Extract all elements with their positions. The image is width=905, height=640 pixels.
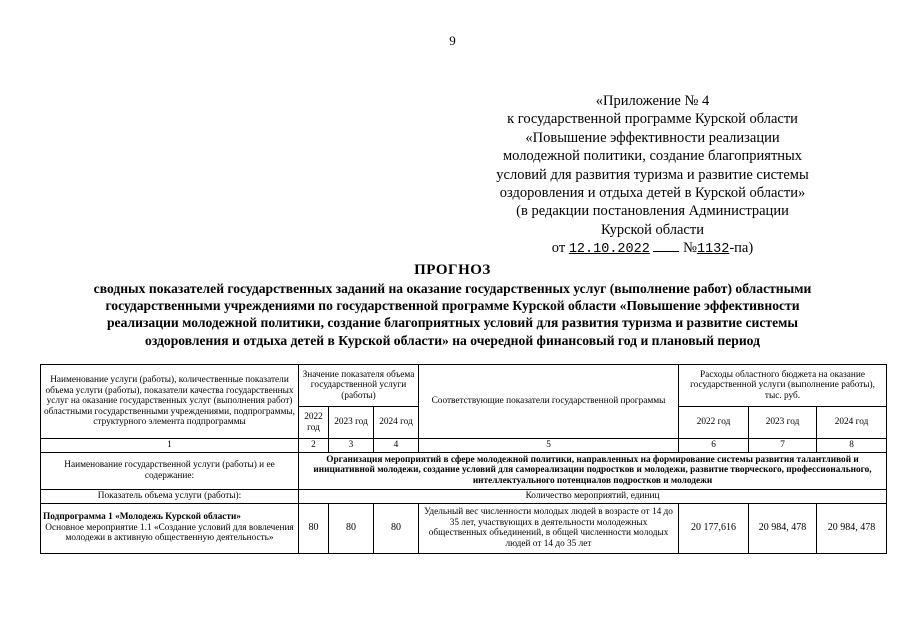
header-volume-group: Значение показателя объема государственной услуги (работы) [299,365,419,407]
appendix-line: молодежной политики, создание благоприятных [502,148,803,165]
column-number: 3 [329,439,374,453]
page-number: 9 [449,33,456,48]
subprogram-cell [41,503,299,553]
document-title: ПРОГНОЗ [414,262,491,278]
volume-content: Количество мероприятий, единиц [299,489,887,503]
program-indicator: Удельный вес численности молодых людей в возрасте от 14 до 35 лет, участвующих в деятельности молодежных общественных объединений, в общей численности молодых людей от 14 до 35 лет [419,503,679,553]
header-indicators: Соответствующие показатели государственной программы [419,365,679,439]
measure-title: Основное мероприятие 1.1 «Создание условий для вовлечения молодежи в активную общественную деятельность» [45,522,294,544]
service-label: Наименование государственной услуги (работы) и ее содержание: [41,452,299,489]
header-budget-2023: 2023 год [749,407,817,439]
decree-number: 1132 [696,242,730,258]
subtitle-line: оздоровления и отдыха детей в Курской области» на очередной финансовый год и плановый период [145,332,760,348]
column-number: 6 [679,439,749,453]
header-budget-group: Расходы областного бюджета на оказание государственной услуги (выполнение работы), тыс. руб. [679,365,887,407]
subtitle-line: реализации молодежной политики, создание благоприятных условий для развития туризма и развитие системы [107,315,798,331]
subprogram-title: Подпрограмма 1 «Молодежь Курской области» [43,512,241,523]
decree-date: 12.10.2022 [568,242,650,258]
appendix-line: (в редакции постановления Администрации [516,203,789,220]
column-number: 1 [41,439,299,453]
appendix-line: к государственной программе Курской области [507,111,798,128]
number-suffix: -па) [729,240,754,257]
date-prefix: от [551,240,566,257]
column-number: 7 [749,439,817,453]
budget-2023: 20 984, 478 [749,503,817,553]
volume-label: Показатель объема услуги (работы): [41,489,299,503]
header-budget-2022: 2022 год [679,407,749,439]
header-year-2022: 2022 год [299,407,329,439]
document-subtitle [50,280,855,349]
volume-2023: 80 [329,503,374,553]
decree-date-line [480,239,825,259]
appendix-line: условий для развития туризма и развитие системы [496,166,809,183]
subtitle-line: сводных показателей государственных заданий на оказание государственных услуг (выполнение работ) областными [93,281,812,296]
volume-2022: 80 [299,503,329,553]
header-budget-2024: 2024 год [817,407,887,439]
column-number: 5 [419,439,679,453]
header-year-2023: 2023 год [329,407,374,439]
date-underline [653,250,679,252]
appendix-line: Курской области [601,221,704,238]
budget-2024: 20 984, 478 [817,503,887,553]
appendix-line: «Повышение эффективности реализации [525,129,780,146]
volume-2024: 80 [374,503,419,553]
forecast-table [40,364,887,554]
appendix-line: «Приложение № 4 [595,93,710,109]
header-year-2024: 2024 год [374,407,419,439]
appendix-block [480,92,825,260]
column-number: 8 [817,439,887,453]
column-number: 2 [299,439,329,453]
column-number: 4 [374,439,419,453]
number-prefix: № [683,240,697,257]
appendix-line: оздоровления и отдыха детей в Курской области» [499,185,806,202]
header-service-name: Наименование услуги (работы), количественные показатели объема услуги (работы), показатели качества государственных услуг на оказание государственных услуг (выполнения работ) областными государственными учреждениями, подпрограммы, структурного элемента подпрограммы [41,365,299,439]
subtitle-line: государственными учреждениями по государственной программе Курской области «Повышение эффективности [105,298,800,314]
budget-2022: 20 177,616 [679,503,749,553]
service-content: Организация мероприятий в сфере молодежной политики, направленных на формирование системы развития талантливой и инициативной молодежи, создание условий для самореализации подростков и молодежи, развитие творческого, профессионального, интеллектуального потенциалов подростков и молодежи [299,452,887,489]
